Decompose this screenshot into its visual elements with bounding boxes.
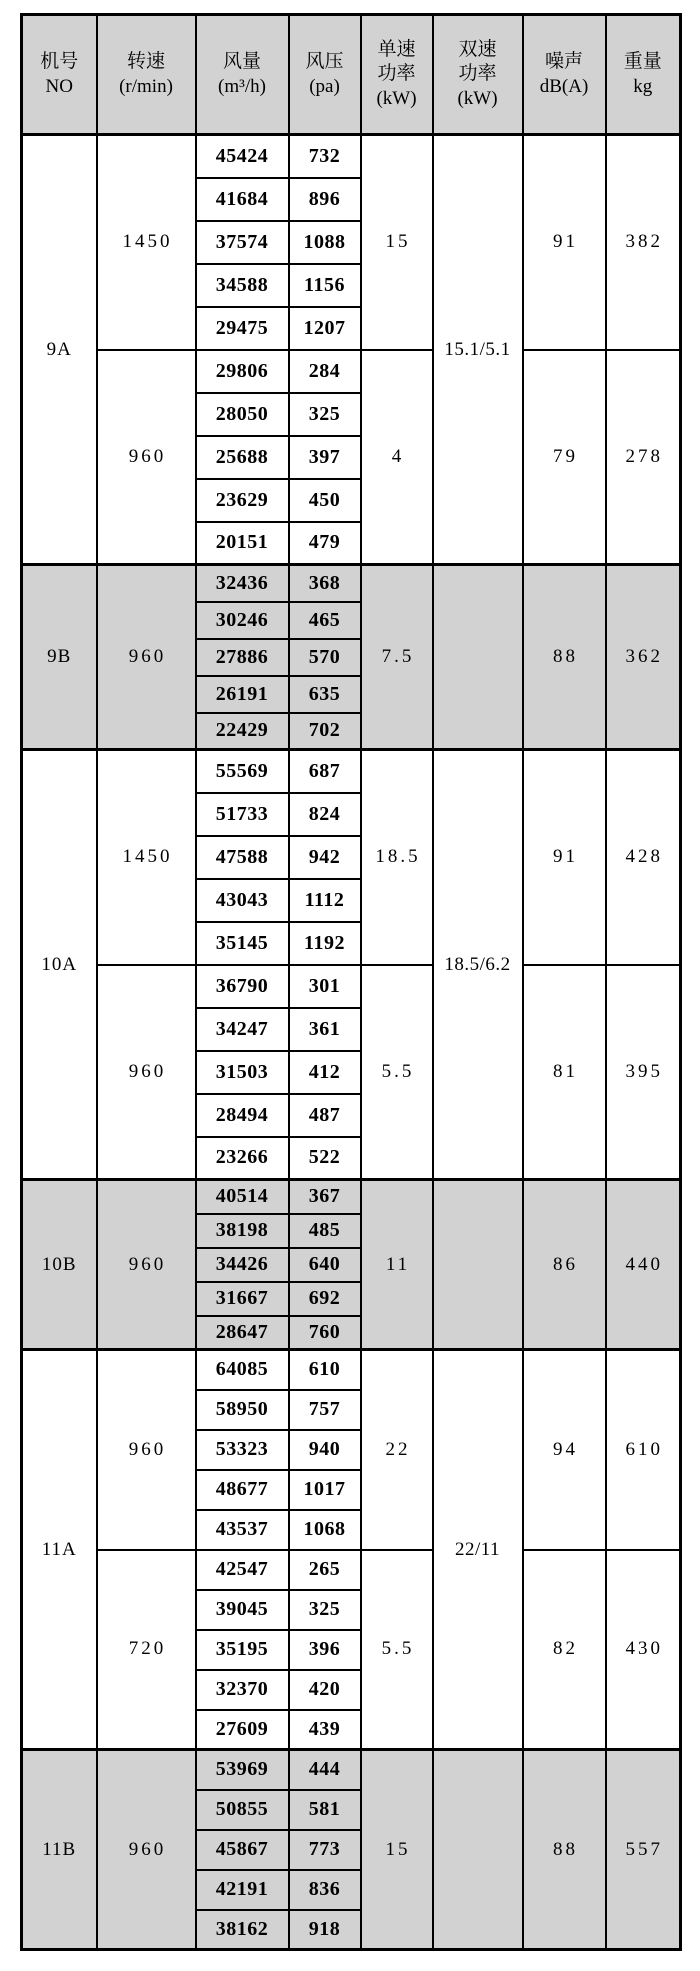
cell-pressure: 918 bbox=[289, 1910, 361, 1950]
cell-weight: 557 bbox=[606, 1750, 681, 1950]
cell-flow: 32370 bbox=[196, 1670, 289, 1710]
table-row bbox=[22, 135, 681, 178]
cell-flow: 45424 bbox=[196, 135, 289, 178]
cell-pressure: 1088 bbox=[289, 221, 361, 264]
header-label-line: 风量 bbox=[222, 51, 261, 73]
cell-flow: 50855 bbox=[196, 1790, 289, 1830]
cell-speed: 1450 bbox=[97, 135, 196, 350]
cell-flow: 47588 bbox=[196, 836, 289, 879]
header-label-line: 重量 bbox=[623, 51, 662, 73]
cell-pressure: 610 bbox=[289, 1350, 361, 1390]
header-cell-flow bbox=[196, 15, 289, 135]
table-row bbox=[22, 565, 681, 602]
header-label-line: 功率 bbox=[458, 63, 497, 85]
cell-flow: 64085 bbox=[196, 1350, 289, 1390]
header-label-line: 双速 bbox=[458, 39, 497, 61]
header-cell-spower bbox=[361, 15, 433, 135]
header-label-line: NO bbox=[45, 75, 73, 97]
cell-flow: 34426 bbox=[196, 1248, 289, 1282]
cell-pressure: 361 bbox=[289, 1008, 361, 1051]
header-cell-no bbox=[22, 15, 97, 135]
cell-pressure: 325 bbox=[289, 393, 361, 436]
cell-pressure: 397 bbox=[289, 436, 361, 479]
cell-pressure: 420 bbox=[289, 1670, 361, 1710]
cell-pressure: 522 bbox=[289, 1137, 361, 1180]
cell-flow: 41684 bbox=[196, 178, 289, 221]
cell-model-no: 11A bbox=[22, 1350, 97, 1750]
table-row bbox=[22, 1750, 681, 1790]
cell-pressure: 824 bbox=[289, 793, 361, 836]
cell-weight: 440 bbox=[606, 1180, 681, 1350]
cell-pressure: 692 bbox=[289, 1282, 361, 1316]
cell-pressure: 396 bbox=[289, 1630, 361, 1670]
cell-flow: 42191 bbox=[196, 1870, 289, 1910]
cell-flow: 34588 bbox=[196, 264, 289, 307]
table-row bbox=[22, 965, 681, 1008]
cell-pressure: 940 bbox=[289, 1430, 361, 1470]
cell-pressure: 265 bbox=[289, 1550, 361, 1590]
cell-speed: 960 bbox=[97, 1180, 196, 1350]
cell-flow: 40514 bbox=[196, 1180, 289, 1214]
cell-noise: 88 bbox=[523, 565, 606, 750]
cell-flow: 23266 bbox=[196, 1137, 289, 1180]
cell-pressure: 412 bbox=[289, 1051, 361, 1094]
header-label-line: 噪声 bbox=[544, 51, 583, 73]
cell-pressure: 732 bbox=[289, 135, 361, 178]
cell-flow: 28494 bbox=[196, 1094, 289, 1137]
header-row bbox=[22, 15, 681, 135]
cell-noise: 94 bbox=[523, 1350, 606, 1550]
cell-flow: 30246 bbox=[196, 602, 289, 639]
cell-single-power: 7.5 bbox=[361, 565, 433, 750]
cell-speed: 960 bbox=[97, 565, 196, 750]
cell-pressure: 1017 bbox=[289, 1470, 361, 1510]
header-label-line: (kW) bbox=[376, 87, 417, 109]
cell-flow: 22429 bbox=[196, 713, 289, 750]
header-label-line: (m³/h) bbox=[218, 75, 266, 97]
cell-flow: 25688 bbox=[196, 436, 289, 479]
header-label-line: (r/min) bbox=[119, 75, 173, 97]
cell-pressure: 485 bbox=[289, 1214, 361, 1248]
header-cell-speed bbox=[97, 15, 196, 135]
cell-weight: 395 bbox=[606, 965, 681, 1180]
cell-pressure: 640 bbox=[289, 1248, 361, 1282]
cell-single-power: 11 bbox=[361, 1180, 433, 1350]
cell-flow: 58950 bbox=[196, 1390, 289, 1430]
cell-pressure: 635 bbox=[289, 676, 361, 713]
cell-pressure: 570 bbox=[289, 639, 361, 676]
cell-pressure: 942 bbox=[289, 836, 361, 879]
table-header bbox=[22, 15, 681, 135]
cell-pressure: 687 bbox=[289, 750, 361, 793]
cell-model-no: 9B bbox=[22, 565, 97, 750]
cell-flow: 28647 bbox=[196, 1316, 289, 1350]
cell-flow: 39045 bbox=[196, 1590, 289, 1630]
cell-flow: 23629 bbox=[196, 479, 289, 522]
cell-speed: 960 bbox=[97, 350, 196, 565]
header-label-line: 功率 bbox=[377, 63, 416, 85]
header-cell-noise bbox=[523, 15, 606, 135]
cell-speed: 960 bbox=[97, 965, 196, 1180]
header-label-line: (pa) bbox=[309, 75, 340, 97]
table-row bbox=[22, 350, 681, 393]
cell-dual-power: 18.5/6.2 bbox=[433, 750, 523, 1180]
cell-flow: 43043 bbox=[196, 879, 289, 922]
cell-single-power: 4 bbox=[361, 350, 433, 565]
cell-dual-power: 22/11 bbox=[433, 1350, 523, 1750]
cell-pressure: 1192 bbox=[289, 922, 361, 965]
cell-model-no: 11B bbox=[22, 1750, 97, 1950]
cell-noise: 86 bbox=[523, 1180, 606, 1350]
cell-flow: 55569 bbox=[196, 750, 289, 793]
cell-pressure: 450 bbox=[289, 479, 361, 522]
cell-pressure: 301 bbox=[289, 965, 361, 1008]
cell-pressure: 773 bbox=[289, 1830, 361, 1870]
cell-weight: 430 bbox=[606, 1550, 681, 1750]
cell-flow: 48677 bbox=[196, 1470, 289, 1510]
cell-weight: 278 bbox=[606, 350, 681, 565]
cell-flow: 45867 bbox=[196, 1830, 289, 1870]
cell-flow: 32436 bbox=[196, 565, 289, 602]
cell-noise: 91 bbox=[523, 135, 606, 350]
cell-pressure: 479 bbox=[289, 522, 361, 565]
header-cell-dpower bbox=[433, 15, 523, 135]
cell-dual-power bbox=[433, 1180, 523, 1350]
cell-pressure: 1112 bbox=[289, 879, 361, 922]
cell-flow: 35195 bbox=[196, 1630, 289, 1670]
cell-speed: 960 bbox=[97, 1750, 196, 1950]
fan-spec-table bbox=[20, 13, 682, 1951]
cell-weight: 362 bbox=[606, 565, 681, 750]
cell-pressure: 465 bbox=[289, 602, 361, 639]
cell-weight: 610 bbox=[606, 1350, 681, 1550]
cell-pressure: 367 bbox=[289, 1180, 361, 1214]
cell-flow: 53323 bbox=[196, 1430, 289, 1470]
cell-speed: 960 bbox=[97, 1350, 196, 1550]
cell-pressure: 487 bbox=[289, 1094, 361, 1137]
cell-single-power: 22 bbox=[361, 1350, 433, 1550]
cell-noise: 81 bbox=[523, 965, 606, 1180]
cell-flow: 36790 bbox=[196, 965, 289, 1008]
cell-flow: 26191 bbox=[196, 676, 289, 713]
cell-weight: 382 bbox=[606, 135, 681, 350]
cell-noise: 88 bbox=[523, 1750, 606, 1950]
cell-flow: 38162 bbox=[196, 1910, 289, 1950]
cell-pressure: 325 bbox=[289, 1590, 361, 1630]
cell-pressure: 284 bbox=[289, 350, 361, 393]
cell-flow: 42547 bbox=[196, 1550, 289, 1590]
header-cell-weight bbox=[606, 15, 681, 135]
cell-flow: 53969 bbox=[196, 1750, 289, 1790]
cell-pressure: 896 bbox=[289, 178, 361, 221]
cell-model-no: 9A bbox=[22, 135, 97, 565]
header-label-line: 风压 bbox=[305, 51, 344, 73]
cell-flow: 35145 bbox=[196, 922, 289, 965]
cell-pressure: 836 bbox=[289, 1870, 361, 1910]
header-label-line: kg bbox=[633, 75, 653, 97]
cell-flow: 20151 bbox=[196, 522, 289, 565]
cell-dual-power bbox=[433, 565, 523, 750]
cell-dual-power bbox=[433, 1750, 523, 1950]
cell-flow: 43537 bbox=[196, 1510, 289, 1550]
cell-speed: 1450 bbox=[97, 750, 196, 965]
cell-single-power: 15 bbox=[361, 1750, 433, 1950]
cell-pressure: 1207 bbox=[289, 307, 361, 350]
table-row bbox=[22, 1180, 681, 1214]
header-label-line: 转速 bbox=[126, 51, 165, 73]
header-label-line: (kW) bbox=[457, 87, 498, 109]
cell-dual-power: 15.1/5.1 bbox=[433, 135, 523, 565]
cell-single-power: 5.5 bbox=[361, 1550, 433, 1750]
cell-pressure: 1068 bbox=[289, 1510, 361, 1550]
cell-noise: 82 bbox=[523, 1550, 606, 1750]
cell-pressure: 1156 bbox=[289, 264, 361, 307]
cell-single-power: 5.5 bbox=[361, 965, 433, 1180]
cell-speed: 720 bbox=[97, 1550, 196, 1750]
header-cell-pressure bbox=[289, 15, 361, 135]
cell-pressure: 368 bbox=[289, 565, 361, 602]
table-row bbox=[22, 1550, 681, 1590]
cell-flow: 37574 bbox=[196, 221, 289, 264]
cell-model-no: 10B bbox=[22, 1180, 97, 1350]
cell-flow: 29806 bbox=[196, 350, 289, 393]
table-body bbox=[22, 135, 681, 1950]
cell-flow: 51733 bbox=[196, 793, 289, 836]
cell-flow: 38198 bbox=[196, 1214, 289, 1248]
header-label-line: dB(A) bbox=[539, 75, 589, 97]
cell-flow: 27886 bbox=[196, 639, 289, 676]
header-label-line: 单速 bbox=[377, 39, 416, 61]
table-row bbox=[22, 750, 681, 793]
cell-pressure: 444 bbox=[289, 1750, 361, 1790]
cell-single-power: 15 bbox=[361, 135, 433, 350]
cell-flow: 34247 bbox=[196, 1008, 289, 1051]
cell-pressure: 760 bbox=[289, 1316, 361, 1350]
cell-flow: 31503 bbox=[196, 1051, 289, 1094]
cell-model-no: 10A bbox=[22, 750, 97, 1180]
cell-single-power: 18.5 bbox=[361, 750, 433, 965]
cell-weight: 428 bbox=[606, 750, 681, 965]
cell-pressure: 702 bbox=[289, 713, 361, 750]
cell-noise: 91 bbox=[523, 750, 606, 965]
cell-flow: 28050 bbox=[196, 393, 289, 436]
cell-flow: 27609 bbox=[196, 1710, 289, 1750]
header-label-line: 机号 bbox=[40, 51, 79, 73]
cell-pressure: 757 bbox=[289, 1390, 361, 1430]
cell-noise: 79 bbox=[523, 350, 606, 565]
cell-flow: 31667 bbox=[196, 1282, 289, 1316]
cell-flow: 29475 bbox=[196, 307, 289, 350]
cell-pressure: 439 bbox=[289, 1710, 361, 1750]
table-row bbox=[22, 1350, 681, 1390]
cell-pressure: 581 bbox=[289, 1790, 361, 1830]
